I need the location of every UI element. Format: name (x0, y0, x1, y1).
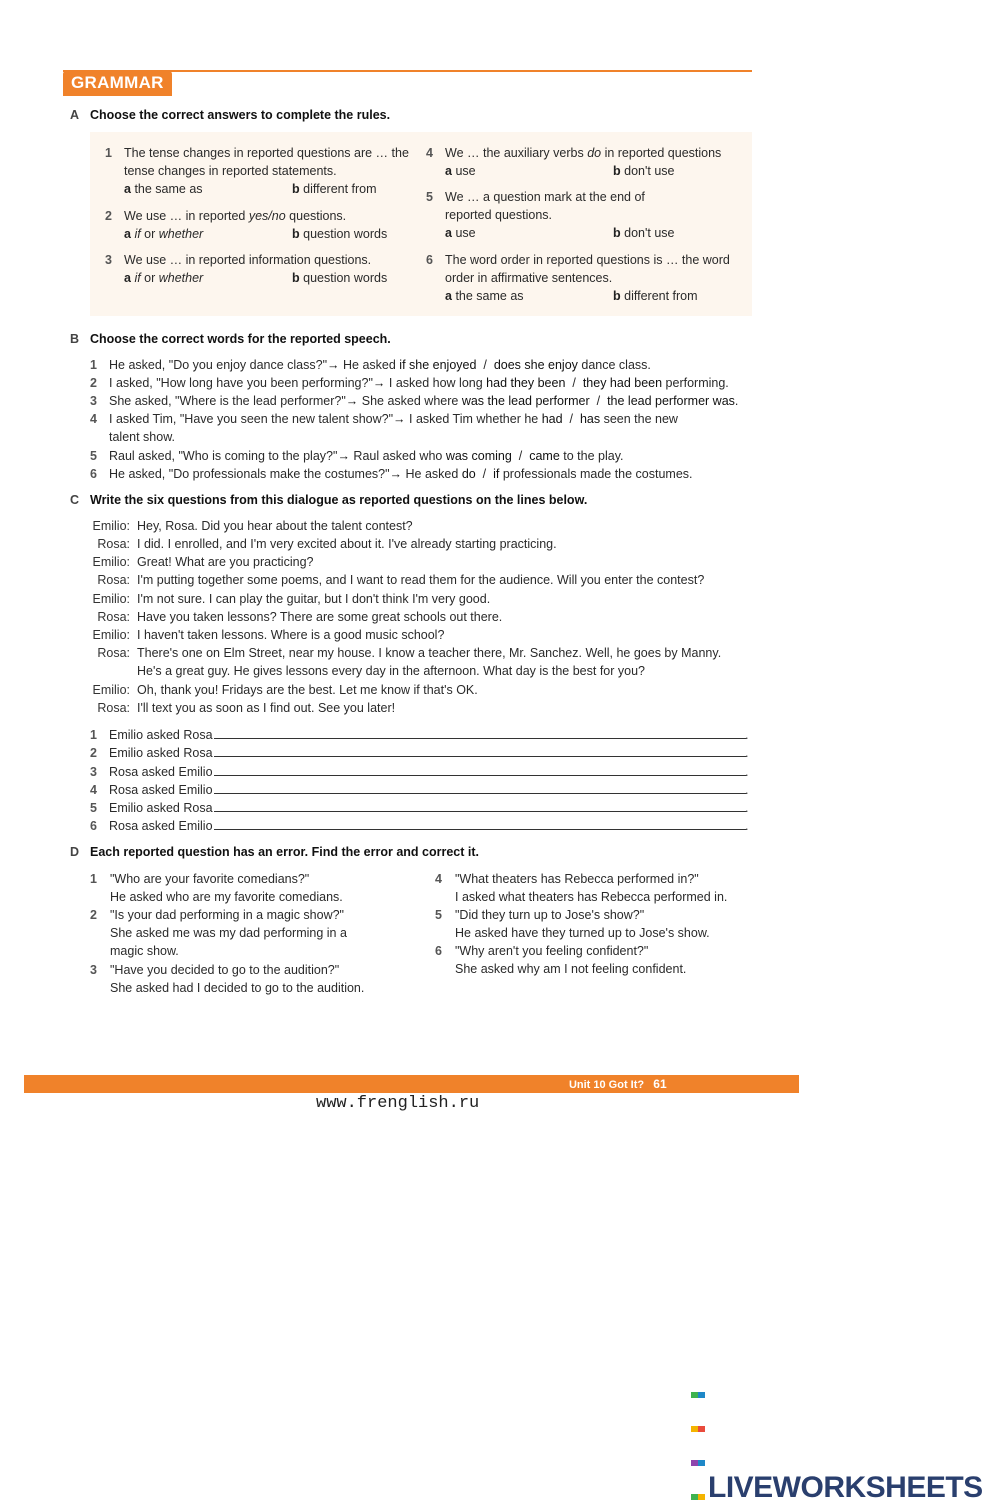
item-number: 1 (105, 146, 112, 160)
rule-item (426, 251, 746, 309)
footer-text: Unit 10 Got It? 61 (568, 1077, 667, 1091)
answer-row: 4 Rosa asked Emilio (90, 783, 213, 797)
section-title: Write the six questions from this dialogue as reported questions on the lines below. (90, 493, 588, 507)
section-letter: B (70, 332, 80, 346)
original-question: "Have you decided to go to the audition?" (110, 963, 340, 977)
reported-question[interactable]: I asked what theaters has Rebecca performed in. (455, 890, 728, 904)
arrow-icon: → (372, 376, 386, 390)
speech-item: 5 Raul asked, "Who is coming to the play?"→ Raul asked who was coming / came to the play. (90, 449, 624, 463)
choice-2[interactable]: the lead performer was (607, 394, 735, 408)
section-letter: A (70, 108, 80, 122)
item-number: 3 (105, 253, 112, 267)
period: . (745, 765, 749, 779)
speech-item: 1 He asked, "Do you enjoy dance class?"→ He asked if she enjoyed / does she enjoy dance class. (90, 358, 651, 372)
reported-question[interactable]: He asked who are my favorite comedians. (110, 890, 343, 904)
choice-2[interactable]: does she enjoy (493, 358, 578, 372)
liveworksheets-logo: LIVEWORKSHEETS (691, 1372, 983, 1505)
answer-row: 3 Rosa asked Emilio (90, 765, 213, 779)
dialogue-line: Emilio: Hey, Rosa. Did you hear about the talent contest? (92, 519, 413, 533)
arrow-icon: → (389, 467, 403, 481)
section-letter: D (70, 845, 80, 859)
speech-item: 3 She asked, "Where is the lead performer?"→ She asked where was the lead performer / the lead performer was. (90, 394, 739, 408)
period: . (745, 801, 749, 815)
answer-line[interactable] (214, 756, 746, 757)
rule-text: tense changes in reported statements. (124, 164, 337, 178)
rule-text: The tense changes in reported questions are … the (124, 146, 409, 160)
dialogue-line: Emilio: Oh, thank you! Fridays are the best. Let me know if that's OK. (92, 683, 478, 697)
dialogue-line: Emilio: I'm not sure. I can play the guitar, but I don't think I'm very good. (92, 592, 491, 606)
rule-text: We … the auxiliary verbs do in reported questions (445, 146, 722, 160)
item-number: 5 (426, 190, 433, 204)
item-number: 2 (105, 209, 112, 223)
choice-2[interactable]: if (493, 467, 500, 481)
section-a-heading (70, 108, 390, 122)
reported-question[interactable]: She asked me was my dad performing in a (110, 926, 347, 940)
dialogue-line: Rosa: I did. I enrolled, and I'm very excited about it. I've already starting practicing. (97, 537, 557, 551)
answer-line[interactable] (214, 738, 746, 739)
answer-line[interactable] (214, 775, 746, 776)
speech-item: 2 I asked, "How long have you been performing?"→ I asked how long had they been / they had been performing. (90, 376, 729, 390)
section-title: Choose the correct words for the reported speech. (90, 332, 391, 346)
period: . (745, 746, 749, 760)
rule-item (105, 144, 415, 204)
error-item: 3 "Have you decided to go to the audition?" She asked had I decided to go to the audition. (90, 963, 365, 995)
speech-item: 4 I asked Tim, "Have you seen the new talent show?"→ I asked Tim whether he had / has seen the new (90, 412, 678, 426)
option-b[interactable]: b different from (292, 182, 377, 196)
option-b[interactable]: b don't use (613, 226, 675, 240)
original-question: "Did they turn up to Jose's show?" (455, 908, 645, 922)
option-b[interactable]: b different from (613, 289, 698, 303)
option-a[interactable]: a use (445, 226, 476, 240)
rule-item (105, 207, 415, 247)
section-c-heading (70, 493, 587, 507)
item-number: 4 (426, 146, 433, 160)
reported-question[interactable]: She asked why am I not feeling confident. (455, 962, 687, 976)
option-a[interactable]: a use (445, 164, 476, 178)
dialogue-line: Rosa: Have you taken lessons? There are some great schools out there. (97, 610, 503, 624)
period: . (745, 728, 749, 742)
rule-item (426, 144, 746, 184)
option-a[interactable]: a the same as (445, 289, 524, 303)
dialogue-line: Rosa: There's one on Elm Street, near my house. I know a teacher there, Mr. Sanchez. Well, he goes by Manny. (97, 646, 722, 660)
grammar-badge: GRAMMAR (63, 71, 172, 96)
option-b[interactable]: b don't use (613, 164, 675, 178)
rule-text: reported questions. (445, 208, 553, 222)
error-item: 4 "What theaters has Rebecca performed in?" I asked what theaters has Rebecca performed in. (435, 872, 728, 904)
rule-text: We … a question mark at the end of (445, 190, 645, 204)
section-d-heading (70, 845, 479, 859)
answer-row: 5 Emilio asked Rosa (90, 801, 213, 815)
answer-row: 1 Emilio asked Rosa (90, 728, 213, 742)
reported-question[interactable]: magic show. (110, 944, 179, 958)
choice-1[interactable]: had they been (486, 376, 566, 390)
answer-line[interactable] (214, 829, 746, 830)
choice-1[interactable]: was the lead performer (461, 394, 590, 408)
arrow-icon: → (337, 449, 350, 463)
rule-text: order in affirmative sentences. (445, 271, 613, 285)
footer-bar (24, 1075, 799, 1093)
answer-line[interactable] (214, 793, 746, 794)
dialogue-line: Rosa: I'm putting together some poems, and I want to read them for the audience. Will you enter the contest? (97, 573, 705, 587)
rule-item (426, 188, 746, 246)
section-b-heading (70, 332, 391, 346)
speech-item: 6 He asked, "Do professionals make the costumes?"→ He asked do / if professionals made the costumes. (90, 467, 693, 481)
option-b[interactable]: b question words (292, 227, 388, 241)
answer-row: 2 Emilio asked Rosa (90, 746, 213, 760)
original-question: "Why aren't you feeling confident?" (455, 944, 649, 958)
speech-item-continued: talent show. (109, 430, 176, 444)
choice-2[interactable]: came (529, 449, 560, 463)
rule-item (105, 251, 415, 291)
arrow-icon: → (345, 394, 359, 408)
dialogue-line: Emilio: I haven't taken lessons. Where is a good music school? (92, 628, 445, 642)
dialogue-line: He's a great guy. He gives lessons every day in the afternoon. What day is the best for you? (137, 664, 645, 678)
reported-question[interactable]: He asked have they turned up to Jose's show. (455, 926, 710, 940)
liveworksheets-icon (691, 1372, 705, 1398)
rule-text: The word order in reported questions is … the word (445, 253, 730, 267)
error-item: 2 "Is your dad performing in a magic show?" She asked me was my dad performing in a magic show. (90, 908, 347, 958)
dialogue (90, 517, 750, 717)
original-question: "Who are your favorite comedians?" (110, 872, 310, 886)
original-question: "Is your dad performing in a magic show?" (110, 908, 344, 922)
error-item: 5 "Did they turn up to Jose's show?" He asked have they turned up to Jose's show. (435, 908, 710, 940)
error-item: 1 "Who are your favorite comedians?" He asked who are my favorite comedians. (90, 872, 343, 904)
arrow-icon: → (393, 412, 406, 426)
period: . (745, 819, 749, 833)
choice-1[interactable]: do (461, 467, 476, 481)
answer-row: 6 Rosa asked Emilio (90, 819, 213, 833)
reported-question[interactable]: She asked had I decided to go to the audition. (110, 981, 365, 995)
choice-1[interactable]: had (541, 412, 563, 426)
source-url: www.frenglish.ru (316, 1094, 480, 1113)
dialogue-line: Rosa: I'll text you as soon as I find out. See you later! (97, 701, 396, 715)
period: . (745, 783, 749, 797)
answer-line[interactable] (214, 811, 746, 812)
choice-2[interactable]: has (579, 412, 601, 426)
section-title: Each reported question has an error. Find the error and correct it. (90, 845, 479, 859)
dialogue-line: Emilio: Great! What are you practicing? (92, 555, 314, 569)
option-a[interactable]: a if or whether (124, 271, 204, 285)
choice-1[interactable]: if she enjoyed (399, 358, 477, 372)
choice-1[interactable]: was coming (445, 449, 512, 463)
rule-text: We use … in reported information questions. (124, 253, 372, 267)
arrow-icon: → (327, 358, 340, 372)
option-a[interactable]: a if or whether (124, 227, 204, 241)
rule-text: We use … in reported yes/no questions. (124, 209, 347, 223)
section-title: Choose the correct answers to complete the rules. (90, 108, 391, 122)
item-number: 6 (426, 253, 433, 267)
section-letter: C (70, 493, 80, 507)
original-question: "What theaters has Rebecca performed in?" (455, 872, 699, 886)
option-a[interactable]: a the same as (124, 182, 203, 196)
error-item: 6 "Why aren't you feeling confident?" She asked why am I not feeling confident. (435, 944, 687, 976)
option-b[interactable]: b question words (292, 271, 388, 285)
choice-2[interactable]: they had been (582, 376, 663, 390)
